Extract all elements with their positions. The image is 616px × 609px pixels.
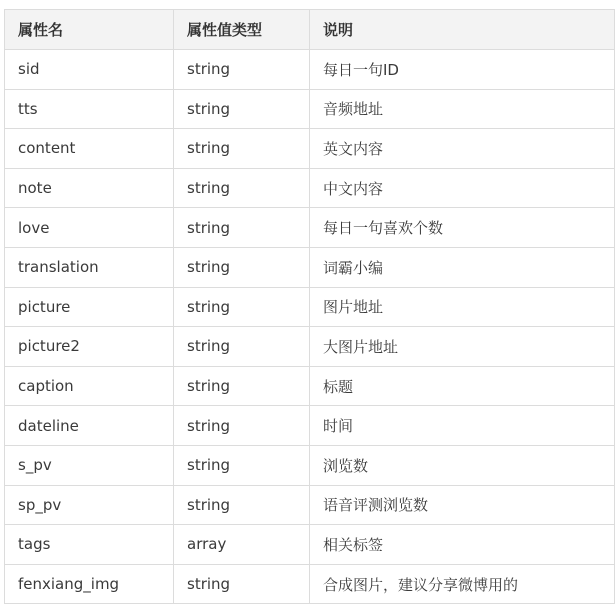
table-row <box>5 525 615 565</box>
header-property-type: 属性值类型 <box>174 10 310 50</box>
cell-property-type: string <box>174 366 310 406</box>
table-header <box>5 10 615 50</box>
cell-description: 每日一句ID <box>310 50 615 90</box>
cell-description: 时间 <box>310 406 615 446</box>
table-row <box>5 485 615 525</box>
cell-property-name: dateline <box>5 406 174 446</box>
table-row <box>5 50 615 90</box>
header-property-name: 属性名 <box>5 10 174 50</box>
cell-description: 英文内容 <box>310 129 615 169</box>
cell-property-type: string <box>174 208 310 248</box>
table-row <box>5 564 615 604</box>
cell-description: 图片地址 <box>310 287 615 327</box>
cell-property-type: array <box>174 525 310 565</box>
cell-description: 大图片地址 <box>310 327 615 367</box>
cell-property-name: translation <box>5 247 174 287</box>
cell-description: 浏览数 <box>310 445 615 485</box>
cell-property-name: love <box>5 208 174 248</box>
cell-property-type: string <box>174 287 310 327</box>
table-body <box>5 50 615 604</box>
cell-property-name: caption <box>5 366 174 406</box>
cell-description: 音频地址 <box>310 89 615 129</box>
table-row <box>5 287 615 327</box>
cell-description: 每日一句喜欢个数 <box>310 208 615 248</box>
cell-property-name: content <box>5 129 174 169</box>
table-row <box>5 327 615 367</box>
property-table <box>4 9 615 604</box>
cell-property-type: string <box>174 445 310 485</box>
cell-property-type: string <box>174 247 310 287</box>
cell-property-type: string <box>174 129 310 169</box>
cell-property-name: sid <box>5 50 174 90</box>
cell-property-type: string <box>174 327 310 367</box>
header-description: 说明 <box>310 10 615 50</box>
property-table-container <box>4 9 614 604</box>
cell-property-name: note <box>5 168 174 208</box>
cell-description: 合成图片，建议分享微博用的 <box>310 564 615 604</box>
cell-description: 标题 <box>310 366 615 406</box>
cell-property-type: string <box>174 89 310 129</box>
cell-property-type: string <box>174 406 310 446</box>
cell-property-type: string <box>174 485 310 525</box>
cell-property-name: tts <box>5 89 174 129</box>
cell-property-name: tags <box>5 525 174 565</box>
cell-description: 相关标签 <box>310 525 615 565</box>
table-row <box>5 406 615 446</box>
table-row <box>5 129 615 169</box>
table-row <box>5 208 615 248</box>
cell-property-name: s_pv <box>5 445 174 485</box>
cell-description: 语音评测浏览数 <box>310 485 615 525</box>
cell-property-name: sp_pv <box>5 485 174 525</box>
table-row <box>5 89 615 129</box>
table-row <box>5 366 615 406</box>
table-row <box>5 168 615 208</box>
cell-property-name: fenxiang_img <box>5 564 174 604</box>
cell-property-name: picture2 <box>5 327 174 367</box>
cell-property-type: string <box>174 564 310 604</box>
table-row <box>5 247 615 287</box>
cell-description: 中文内容 <box>310 168 615 208</box>
cell-description: 词霸小编 <box>310 247 615 287</box>
cell-property-name: picture <box>5 287 174 327</box>
header-row <box>5 10 615 50</box>
table-row <box>5 445 615 485</box>
cell-property-type: string <box>174 168 310 208</box>
cell-property-type: string <box>174 50 310 90</box>
